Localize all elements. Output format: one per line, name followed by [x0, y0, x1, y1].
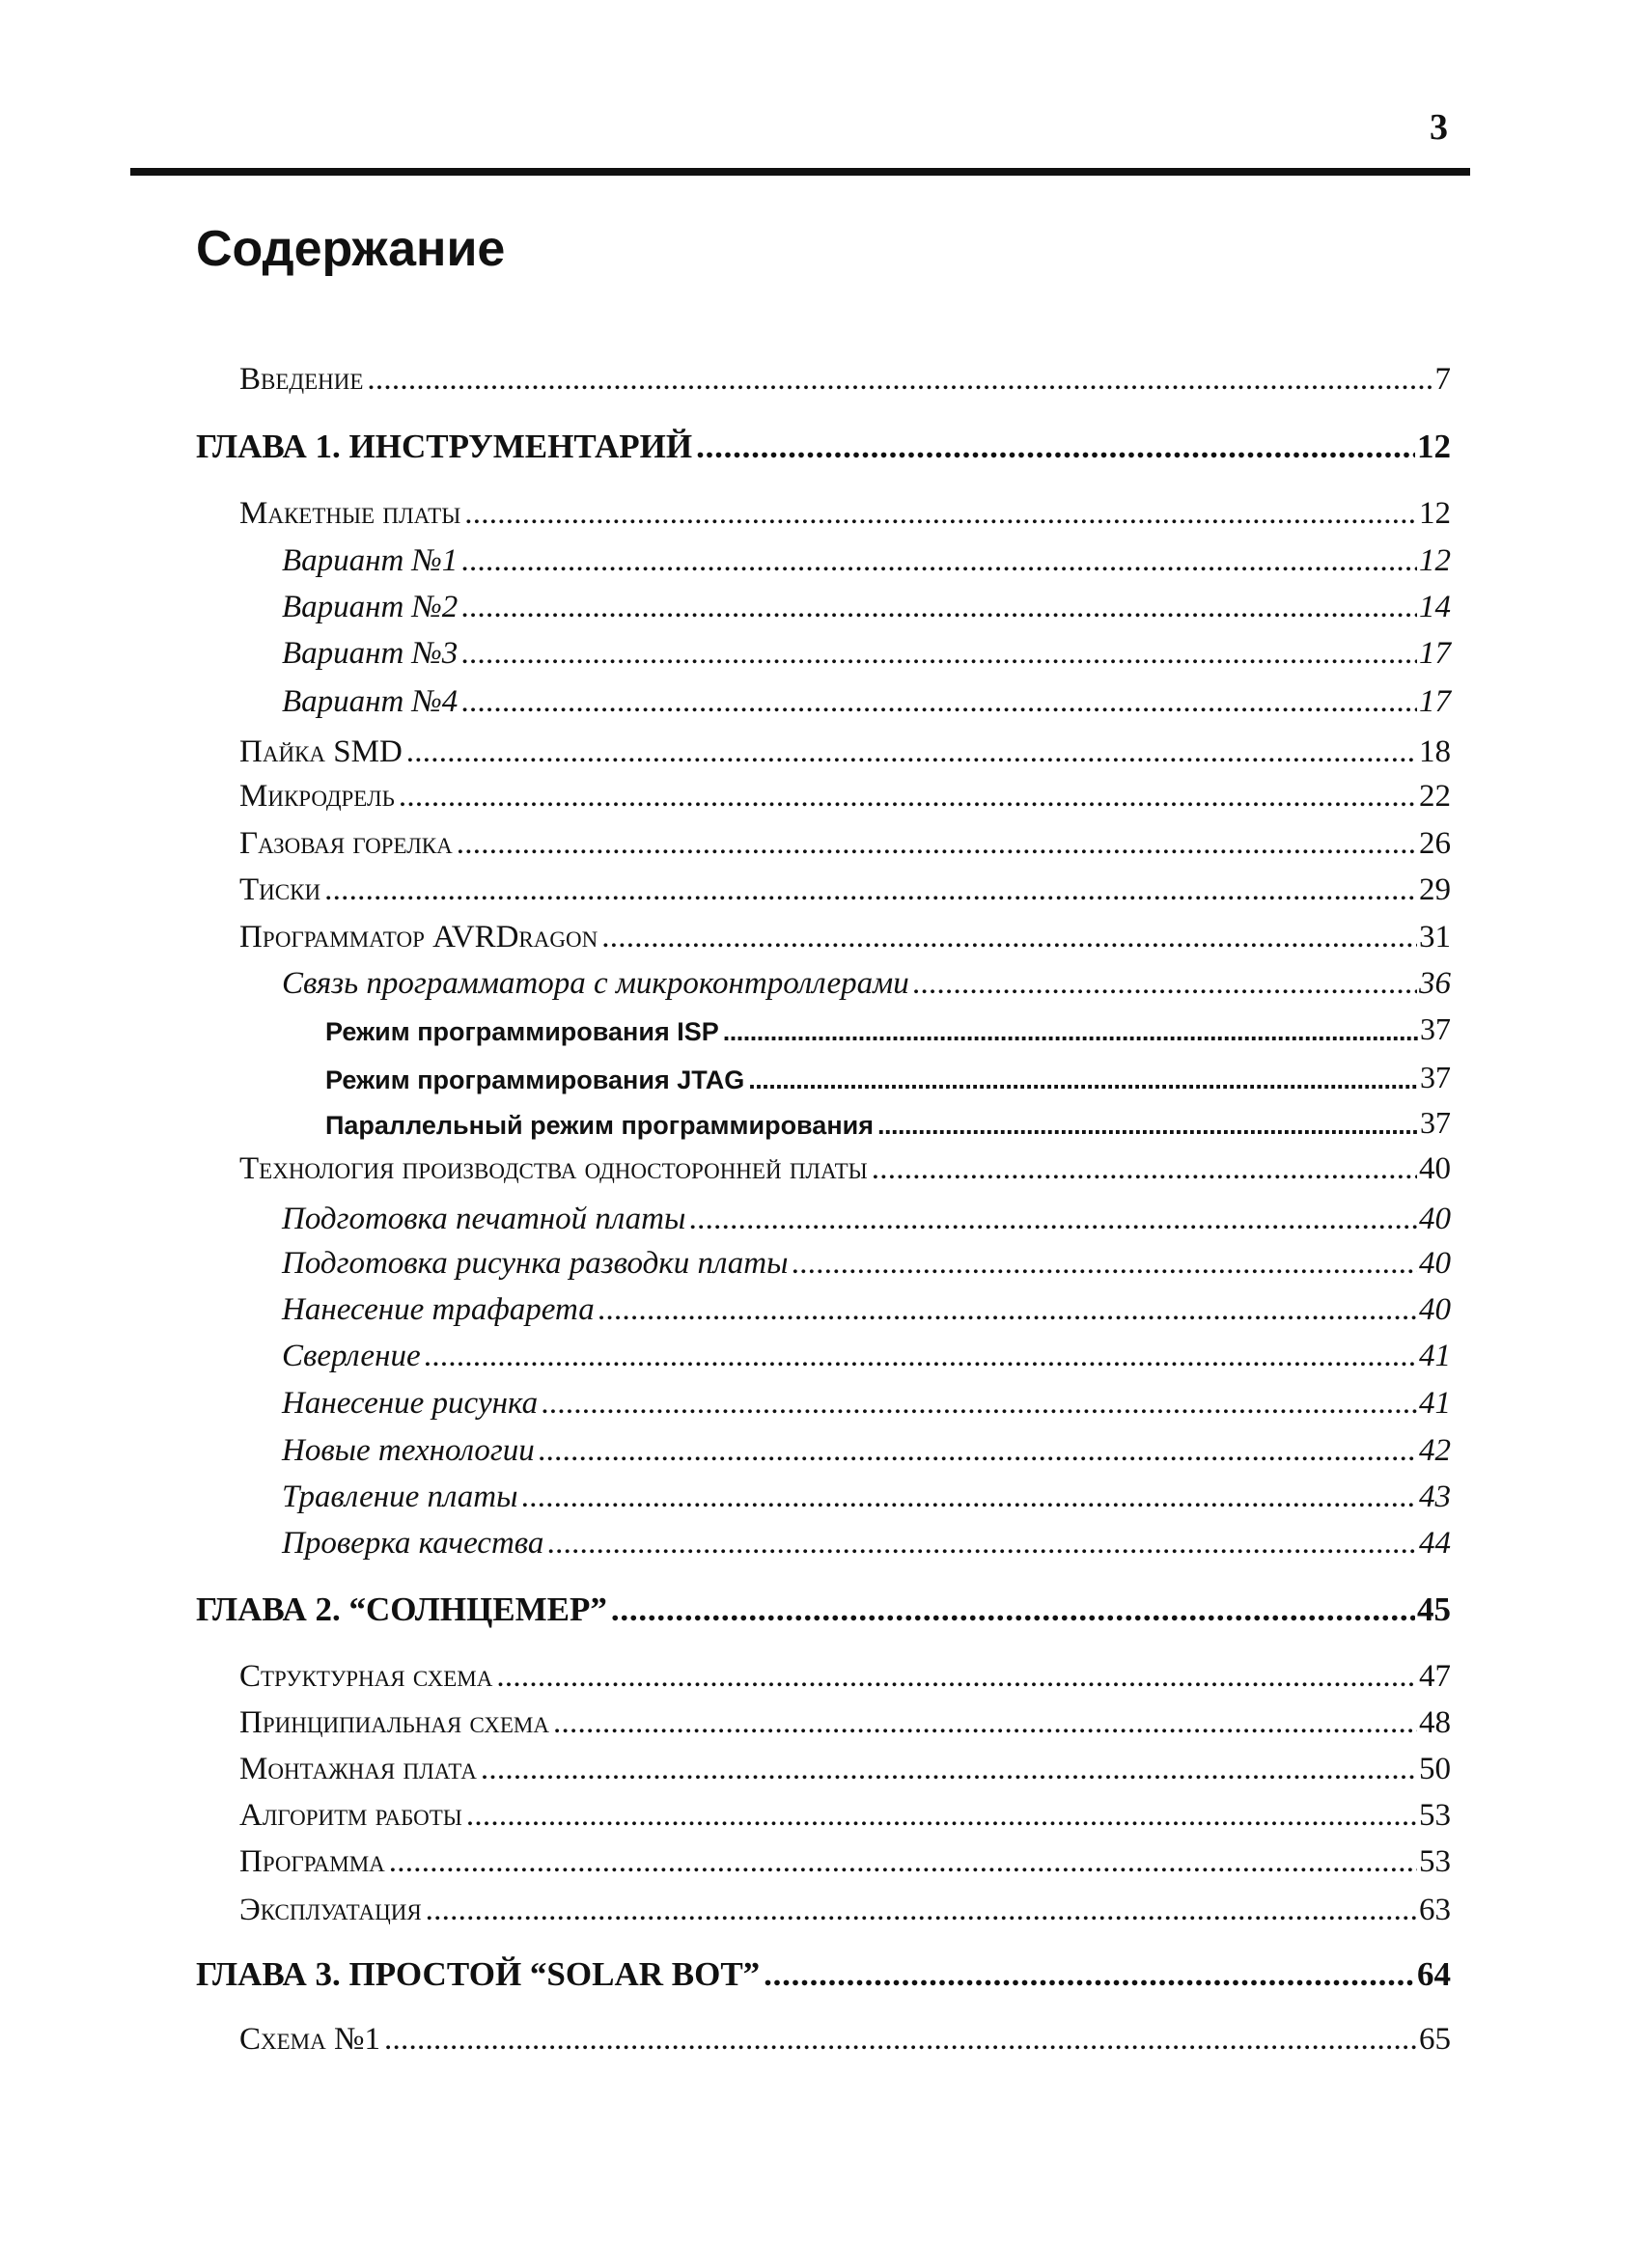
toc-entry-page: 53 — [1419, 1844, 1451, 1879]
toc-entry — [239, 816, 1451, 862]
toc-entry-page: 12 — [1419, 543, 1451, 578]
toc-entry — [282, 579, 1451, 625]
dot-leader — [598, 1292, 1417, 1328]
toc-entry-page: 40 — [1419, 1202, 1451, 1236]
toc-entry — [282, 1328, 1451, 1374]
dot-leader — [461, 590, 1417, 625]
toc-entry-page: 41 — [1419, 1339, 1451, 1373]
toc-entry — [239, 1882, 1451, 1928]
toc-entry-label: Программатор AVRDragon — [239, 920, 598, 954]
toc-entry — [325, 1001, 1451, 1047]
toc-entry-label: Новые технологии — [282, 1433, 535, 1468]
toc-entry-label: Введение — [239, 362, 364, 397]
dot-leader — [542, 1386, 1417, 1422]
toc-entry — [239, 1141, 1451, 1187]
toc-entry-label: Подготовка печатной платы — [282, 1202, 686, 1236]
toc-entry-page: 26 — [1419, 826, 1451, 861]
toc-entry — [282, 1423, 1451, 1469]
toc-entry-label: Вариант №4 — [282, 684, 459, 719]
toc-entry-page: 31 — [1419, 920, 1451, 954]
toc-entry — [239, 485, 1451, 532]
toc-entry — [282, 955, 1451, 1002]
dot-leader — [461, 636, 1417, 672]
toc-entry-label: Проверка качества — [282, 1526, 544, 1561]
page-title: Содержание — [196, 221, 506, 277]
toc-entry — [239, 1648, 1451, 1695]
toc-entry — [325, 1094, 1451, 1141]
toc-entry-page: 45 — [1417, 1590, 1451, 1628]
dot-leader — [689, 1202, 1417, 1237]
toc-entry-page: 47 — [1419, 1659, 1451, 1694]
toc-entry — [282, 1515, 1451, 1562]
toc-entry-page: 17 — [1419, 636, 1451, 671]
toc-entry — [282, 1191, 1451, 1237]
toc-entry-page: 17 — [1419, 684, 1451, 719]
toc-entry-label: Технология производства односторонней платы — [239, 1151, 868, 1186]
toc-entry-page: 40 — [1419, 1151, 1451, 1186]
toc-entry — [282, 1235, 1451, 1282]
toc-entry-label: ГЛАВА 3. ПРОСТОЙ “SOLAR BOT” — [196, 1955, 761, 1993]
dot-leader — [723, 1017, 1418, 1047]
toc-entry-label: Сверление — [282, 1339, 421, 1373]
toc-entry — [325, 1049, 1451, 1095]
dot-leader — [696, 428, 1415, 466]
dot-leader — [913, 966, 1417, 1002]
toc-entry-page: 43 — [1419, 1480, 1451, 1514]
toc-entry — [196, 420, 1451, 466]
toc-entry — [239, 1741, 1451, 1787]
toc-entry-page: 63 — [1419, 1893, 1451, 1927]
toc-entry-label: Тиски — [239, 872, 321, 907]
dot-leader — [764, 1955, 1415, 1994]
toc-entry-label: Нанесение рисунка — [282, 1386, 539, 1421]
toc-entry-label: Параллельный режим программирования — [325, 1111, 874, 1140]
toc-entry-page: 22 — [1419, 779, 1451, 814]
toc-entry-page: 42 — [1419, 1433, 1451, 1468]
dot-leader — [367, 362, 1432, 398]
toc-entry-label: Подготовка рисунка разводки платы — [282, 1246, 789, 1281]
toc-entry — [239, 909, 1451, 955]
dot-leader — [748, 1065, 1418, 1095]
toc-entry-page: 44 — [1419, 1526, 1451, 1561]
toc-entry-page: 50 — [1419, 1752, 1451, 1786]
toc-entry-label: ГЛАВА 1. ИНСТРУМЕНТАРИЙ — [196, 428, 693, 465]
dot-leader — [792, 1246, 1417, 1282]
toc-entry-page: 12 — [1419, 496, 1451, 531]
toc-entry — [282, 1282, 1451, 1328]
toc-entry-label: Вариант №2 — [282, 590, 459, 624]
dot-leader — [611, 1590, 1415, 1629]
dot-leader — [406, 734, 1417, 770]
toc-entry-page: 12 — [1417, 428, 1451, 465]
dot-leader — [553, 1705, 1417, 1741]
page-number: 3 — [1430, 107, 1448, 148]
toc-entry-page: 41 — [1419, 1386, 1451, 1421]
dot-leader — [521, 1480, 1417, 1515]
dot-leader — [464, 496, 1417, 532]
toc-entry-label: Монтажная плата — [239, 1752, 477, 1786]
toc-entry-label: Вариант №3 — [282, 636, 459, 671]
dot-leader — [466, 1798, 1417, 1834]
toc-entry-page: 36 — [1419, 966, 1451, 1001]
toc-entry-page: 40 — [1419, 1246, 1451, 1281]
dot-leader — [425, 1339, 1417, 1374]
toc-entry — [239, 768, 1451, 815]
toc-entry — [282, 625, 1451, 672]
toc-entry-label: Макетные платы — [239, 496, 461, 531]
toc-entry-label: Программа — [239, 1844, 385, 1879]
toc-entry — [239, 1787, 1451, 1834]
toc-entry-label: Газовая горелка — [239, 826, 453, 861]
toc-entry-label: Алгоритм работы — [239, 1798, 462, 1833]
toc-entry-label: Режим программирования ISP — [325, 1017, 719, 1046]
toc-entry-page: 18 — [1419, 734, 1451, 769]
toc-entry-label: Режим программирования JTAG — [325, 1065, 745, 1094]
toc-entry-page: 29 — [1419, 872, 1451, 907]
dot-leader — [461, 543, 1417, 579]
toc-entry — [239, 724, 1451, 770]
dot-leader — [461, 684, 1417, 720]
toc-entry — [282, 1375, 1451, 1422]
toc-entry-page: 14 — [1419, 590, 1451, 624]
toc-entry-page: 40 — [1419, 1292, 1451, 1327]
dot-leader — [457, 826, 1417, 862]
dot-leader — [872, 1151, 1417, 1187]
toc-entry-label: Пайка SMD — [239, 734, 403, 769]
toc-entry-label: Травление платы — [282, 1480, 518, 1514]
dot-leader — [426, 1893, 1417, 1928]
toc-entry — [239, 351, 1451, 398]
dot-leader — [481, 1752, 1417, 1787]
toc-entry-label: Нанесение трафарета — [282, 1292, 595, 1327]
toc-entry-page: 65 — [1419, 2022, 1451, 2057]
toc-entry — [239, 862, 1451, 908]
dot-leader — [496, 1659, 1417, 1695]
dot-leader — [547, 1526, 1417, 1562]
toc-entry-label: Вариант №1 — [282, 543, 459, 578]
toc-entry-label: Принципиальная схема — [239, 1705, 549, 1740]
toc-entry-label: Схема №1 — [239, 2022, 380, 2057]
toc-entry-label: Микродрель — [239, 779, 395, 814]
dot-leader — [539, 1433, 1417, 1469]
dot-leader — [324, 872, 1417, 908]
toc-entry-label: ГЛАВА 2. “СОЛНЦЕМЕР” — [196, 1590, 607, 1628]
toc-entry-page: 53 — [1419, 1798, 1451, 1833]
dot-leader — [877, 1111, 1418, 1141]
toc-entry — [282, 533, 1451, 579]
toc-entry-page: 37 — [1420, 1105, 1451, 1140]
toc-entry — [282, 1469, 1451, 1515]
toc-entry — [239, 1695, 1451, 1741]
toc-entry — [239, 1834, 1451, 1880]
toc-entry-label: Связь программатора с микроконтроллерами — [282, 966, 909, 1001]
dot-leader — [384, 2022, 1417, 2058]
toc-entry-page: 64 — [1417, 1955, 1451, 1993]
dot-leader — [389, 1844, 1417, 1880]
dot-leader — [601, 920, 1417, 955]
toc-entry — [239, 2011, 1451, 2058]
toc-entry-label: Эксплуатация — [239, 1893, 422, 1927]
toc-entry — [282, 674, 1451, 720]
toc-entry-page: 48 — [1419, 1705, 1451, 1740]
dot-leader — [399, 779, 1417, 815]
toc-entry-page: 37 — [1420, 1011, 1451, 1046]
toc-entry — [196, 1948, 1451, 1994]
toc-entry-label: Структурная схема — [239, 1659, 493, 1694]
toc-entry-page: 37 — [1420, 1060, 1451, 1094]
toc-entry-page: 7 — [1434, 362, 1451, 397]
toc-entry — [196, 1583, 1451, 1629]
